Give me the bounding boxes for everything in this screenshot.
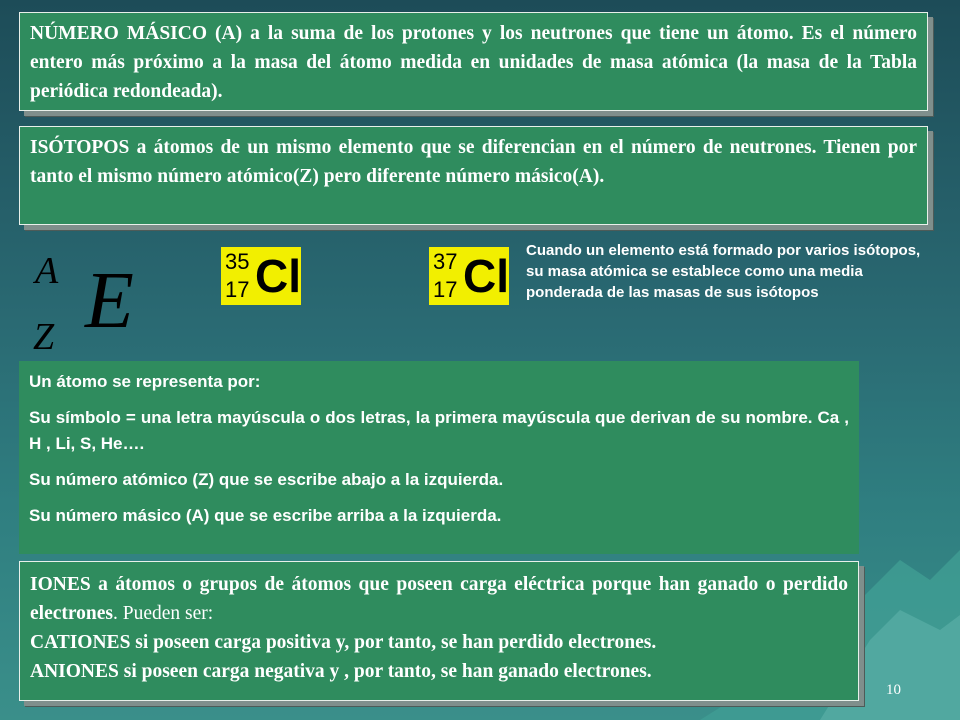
iso2-atomic: 17 [433, 277, 458, 302]
iso1-atomic: 17 [225, 277, 250, 302]
representation-line-3: Su número atómico (Z) que se escribe abajo a la izquierda. [29, 470, 504, 489]
mass-number-text: NÚMERO MÁSICO (A) a la suma de los protones y los neutrones que tiene un átomo. Es el número entero más próximo a la masa del átomo medida en unidades de masa atómica (la masa de la Tabla periódica redondeada). [30, 23, 917, 102]
formula-atomic-number: Z [33, 316, 55, 355]
representation-line-2: Su símbolo = una letra mayúscula o dos letras, la primera mayúscula que derivan de su nombre. Ca , H , Li, S, He…. [29, 408, 849, 453]
chlorine-37-notation [429, 247, 509, 305]
representation-line-4: Su número másico (A) que se escribe arriba a la izquierda. [29, 506, 502, 525]
iso2-symbol: Cl [463, 250, 509, 302]
representation-line-1: Un átomo se representa por: [29, 372, 261, 391]
chlorine-35-notation [221, 247, 301, 305]
ions-intro [30, 570, 848, 628]
average-mass-note: Cuando un elemento está formado por varios isótopos, su masa atómica se establece como una media ponderada de las masas de sus isótopos [526, 242, 921, 301]
ions-anions: ANIONES si poseen carga negativa y , por tanto, se han ganado electrones. [30, 661, 652, 682]
formula-symbol: E [85, 257, 134, 345]
representation-box [19, 361, 859, 554]
ions-cations: CATIONES si poseen carga positiva y, por tanto, se han perdido electrones. [30, 632, 657, 653]
isotopes-box [19, 126, 928, 225]
iso1-symbol: Cl [255, 250, 301, 302]
ions-intro-tail: . Pueden ser: [113, 603, 214, 624]
mass-number-box [19, 12, 928, 111]
page-number: 10 [886, 682, 901, 698]
formula-mass-number: A [35, 250, 59, 292]
iso1-mass: 35 [225, 249, 250, 274]
generic-nuclide-notation [25, 245, 175, 355]
iso2-mass: 37 [433, 249, 458, 274]
ions-box [19, 561, 859, 701]
ions-intro-bold: IONES a átomos o grupos de átomos que poseen carga eléctrica porque han ganado o perdido electrones [30, 574, 848, 624]
isotopes-text: ISÓTOPOS a átomos de un mismo elemento que se diferencian en el número de neutrones. Tienen por tanto el mismo número atómico(Z) pero diferente número másico(A). [30, 137, 917, 187]
